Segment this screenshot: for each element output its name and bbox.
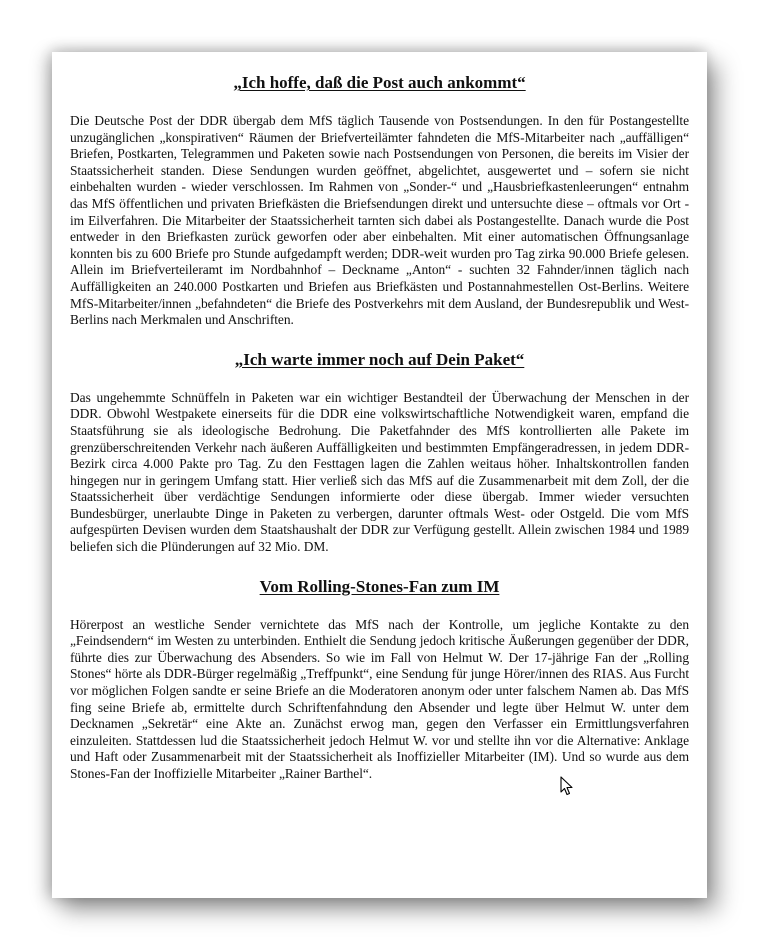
section-paket — [70, 349, 689, 556]
section-body: Hörerpost an westliche Sender vernichtete das MfS nach der Kontrolle, um jegliche Kontakte zu den „Feindsendern“ im Westen zu unterbinden. Enthielt die Sendung jedoch kritische Äußerungen gegenüber der DDR, führte dies zur Überwachung des Absenders. So wie im Fall von Helmut W. Der 17-jährige Fan der „Rolling Stones“ hörte als DDR-Bürger regelmäßig „Treffpunkt“, eine Sendung für junge Hörer/innen des RIAS. Aus Furcht vor möglichen Folgen sandte er seine Briefe an die Moderatoren anonym oder unter falschem Namen ab. Das MfS fing seine Briefe ab, ermittelte durch Schriftenfahndung den Absender und legte über Helmut W. unter dem Decknamen „Sekretär“ eine Akte an. Zunächst erwog man, gegen den Verfasser ein Ermittlungsverfahren einzuleiten. Stattdessen lud die Staatssicherheit jedoch Helmut W. vor und stellte ihn vor die Alternative: Anklage und Haft oder Zusammenarbeit mit der Staatssicherheit als Inoffizieller Mitarbeiter (IM). Und so wurde aus dem Stones-Fan der Inoffizielle Mitarbeiter „Rainer Barthel“. — [70, 616, 689, 781]
section-body: Das ungehemmte Schnüffeln in Paketen war ein wichtiger Bestandteil der Überwachung der Menschen in der DDR. Obwohl Westpakete einerseits für die DDR eine volkswirtschaftliche Notwendigkeit waren, empfand die Staatsführung sie als ideologische Bedrohung. Die Paketfahnder des MfS kontrollierten alle Pakete im grenzüberschreitenden Verkehr nach äußeren Auffälligkeiten und bestimmten Empfängeradressen, in jedem DDR-Bezirk circa 4.000 Pakte pro Tag. Zu den Festtagen lagen die Zahlen weitaus höher. Inhaltskontrollen fanden hingegen nur in geringem Umfang statt. Hier verließ sich das MfS auf die Zusammenarbeit mit dem Zoll, der die Staatssicherheit über verdächtige Sendungen informierte oder diese übergab. Immer wieder versuchten Bundesbürger, unerlaubte Dinge in Paketen zu verbergen, darunter oftmals West- oder Ostgeld. Die vom MfS aufgespürten Devisen wurden dem Staatshaushalt der DDR zur Verfügung gestellt. Allein zwischen 1984 und 1989 beliefen sich die Plünderungen auf 32 Mio. DM. — [70, 389, 689, 555]
document-page — [52, 52, 707, 898]
section-heading: „Ich hoffe, daß die Post auch ankommt“ — [233, 73, 526, 92]
section-rolling-stones — [70, 576, 689, 783]
section-heading: „Ich warte immer noch auf Dein Paket“ — [234, 349, 525, 369]
section-heading: Vom Rolling-Stones-Fan zum IM — [259, 576, 500, 596]
section-body: Die Deutsche Post der DDR übergab dem MfS täglich Tausende von Postsendungen. In den für Postangestellte unzugänglichen „konspirativen“ Räumen der Briefverteilämter fahndeten die MfS-Mitarbeiter nach „auffälligen“ Briefen, Postkarten, Telegrammen und Paketen sowie nach Postsendungen von Personen, die bereits im Visier der Staatssicherheit standen. Diese Sendungen wurden geöffnet, abgelichtet, ausgewertet und – sofern sie nicht einbehalten wurden - wieder verschlossen. Im Rahmen von „Sonder-“ und „Hausbriefkastenleerungen“ entnahm das MfS öffentlichen und privaten Briefkästen die Briefsendungen direkt und untersuchte diese – oftmals vor Ort - im Eilverfahren. Die Mitarbeiter der Staatssicherheit tarnten sich dabei als Postangestellte. Danach wurde die Post entweder in den Briefkasten zurück geworfen oder aber einbehalten. Mit einer automatischen Öffnungsanlage konnten bis zu 600 Briefe pro Stunde aufgedampft werden; DDR-weit wurden pro Tag zirka 90.000 Briefe gelesen. Allein im Briefverteileramt im Nordbahnhof – Deckname „Anton“ - suchten 32 Fahnder/innen täglich nach Auffälligkeiten an 240.000 Postkarten und Briefen aus Briefkästen und Postannahmestellen Ost-Berlins. Weitere MfS-Mitarbeiter/innen „befahndeten“ die Briefe des Postverkehrs mit dem Ausland, der Bundesrepublik und West-Berlins nach Merkmalen und Anschriften. — [70, 113, 689, 328]
section-post — [70, 72, 689, 329]
